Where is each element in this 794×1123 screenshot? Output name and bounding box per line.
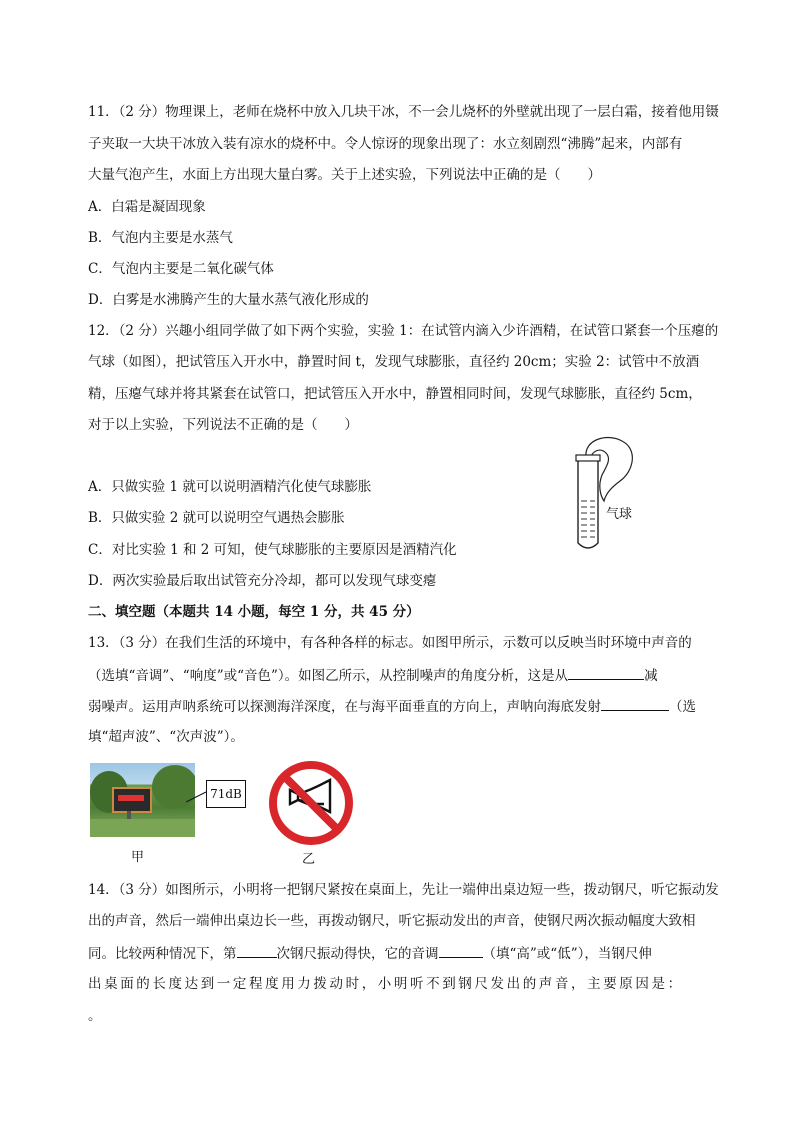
figure-caption-jia: 甲 — [131, 850, 145, 865]
q13-stem-line-1: 13．（3 分）在我们生活的环境中，有各种各样的标志。如图甲所示，示数可以反映当时环境中声音的 — [88, 635, 692, 651]
q13-stem-line-4: 填“超声波”、“次声波”）。 — [88, 729, 244, 745]
q13-stem-line-2 — [88, 665, 658, 686]
q14-stem-line-4: 出桌面的长度达到一定程度用力拨动时，小明听不到钢尺发出的声音，主要原因是： — [88, 976, 684, 992]
decibel-reading-box: 71dB — [206, 780, 246, 808]
q11-stem-line-3: 大量气泡产生，水面上方出现大量白雾。关于上述实验，下列说法中正确的是（ ） — [88, 167, 601, 183]
q12-stem-line-3: 精，压瘪气球并将其紧套在试管口，把试管压入开水中，静置相同时间，发现气球膨胀，直径约 5cm， — [88, 386, 702, 402]
test-tube-balloon-diagram — [560, 435, 670, 555]
q14-stem-line-3 — [88, 943, 652, 964]
q14-stem-line-2: 出的声音，然后一端伸出桌边长一些，再拨动钢尺，听它振动发出的声音，使钢尺两次振动幅度大致相 — [88, 913, 696, 929]
no-horn-sign-icon — [268, 760, 354, 846]
answer-blank[interactable] — [439, 943, 483, 958]
q12-option-b: B．只做实验 2 就可以说明空气遇热会膨胀 — [88, 510, 345, 526]
q11-option-a: A．白霜是凝固现象 — [88, 199, 206, 215]
figure-caption-yi: 乙 — [302, 852, 316, 867]
q12-option-c: C．对比实验 1 和 2 可知，使气球膨胀的主要原因是酒精汽化 — [88, 542, 457, 558]
callout-pointer — [186, 790, 208, 804]
answer-blank[interactable] — [568, 665, 644, 680]
answer-blank[interactable] — [601, 696, 669, 711]
q14-line-3-tail: （填“高”或“低”），当钢尺伸 — [482, 946, 652, 962]
q14-stem-line-1: 14．（3 分）如图所示，小明将一把钢尺紧按在桌面上，先让一端伸出桌边短一些，拨动钢尺，听它振动发 — [88, 882, 719, 898]
q14-line-3-mid: 次钢尺振动得快，它的音调 — [276, 946, 439, 962]
q12-stem-line-1: 12．（2 分）兴趣小组同学做了如下两个实验，实验 1：在试管内滴入少许酒精，在试管口紧套一个压瘪的 — [88, 323, 719, 339]
q12-option-a: A．只做实验 1 就可以说明酒精汽化使气球膨胀 — [88, 479, 372, 495]
q13-line-2-text: （选填“音调”、“响度”或“音色”）。如图乙所示，从控制噪声的角度分析，这是从 — [88, 668, 569, 684]
q14-line-3-text: 同。比较两种情况下，第 — [88, 946, 237, 962]
q13-stem-line-3 — [88, 696, 696, 717]
q11-option-c: C．气泡内主要是二氧化碳气体 — [88, 261, 274, 277]
answer-blank[interactable] — [237, 943, 277, 958]
balloon-caption: 气球 — [606, 507, 633, 522]
q13-line-3-text: 弱噪声。运用声呐系统可以探测海洋深度，在与海平面垂直的方向上，声呐向海底发射 — [88, 699, 601, 715]
section-title: 二、填空题（本题共 14 小题，每空 1 分，共 45 分） — [88, 604, 420, 620]
q12-option-d: D．两次实验最后取出试管充分冷却，都可以发现气球变瘪 — [88, 573, 437, 589]
q13-line-3-tail: （选 — [669, 699, 696, 715]
q11-stem-line-2: 子夹取一大块干冰放入装有凉水的烧杯中。令人惊讶的现象出现了：水立刻剧烈“沸腾”起来，内部有 — [88, 136, 683, 152]
q11-stem-line-1: 11．（2 分）物理课上，老师在烧杯中放入几块干冰，不一会儿烧杯的外壁就出现了一层白霜，接着他用镊 — [88, 104, 719, 120]
q11-option-d: D．白雾是水沸腾产生的大量水蒸气液化形成的 — [88, 292, 369, 308]
noise-monitor-photo — [90, 763, 195, 837]
q11-option-b: B．气泡内主要是水蒸气 — [88, 230, 233, 246]
q12-stem-line-4: 对于以上实验，下列说法不正确的是（ ） — [88, 417, 358, 433]
q12-stem-line-2: 气球（如图），把试管压入开水中，静置时间 t，发现气球膨胀，直径约 20cm；实验 2：试管中不放酒 — [88, 354, 700, 370]
q14-stem-line-5: 。 — [88, 1008, 102, 1024]
q13-line-2-tail: 减 — [644, 668, 658, 684]
